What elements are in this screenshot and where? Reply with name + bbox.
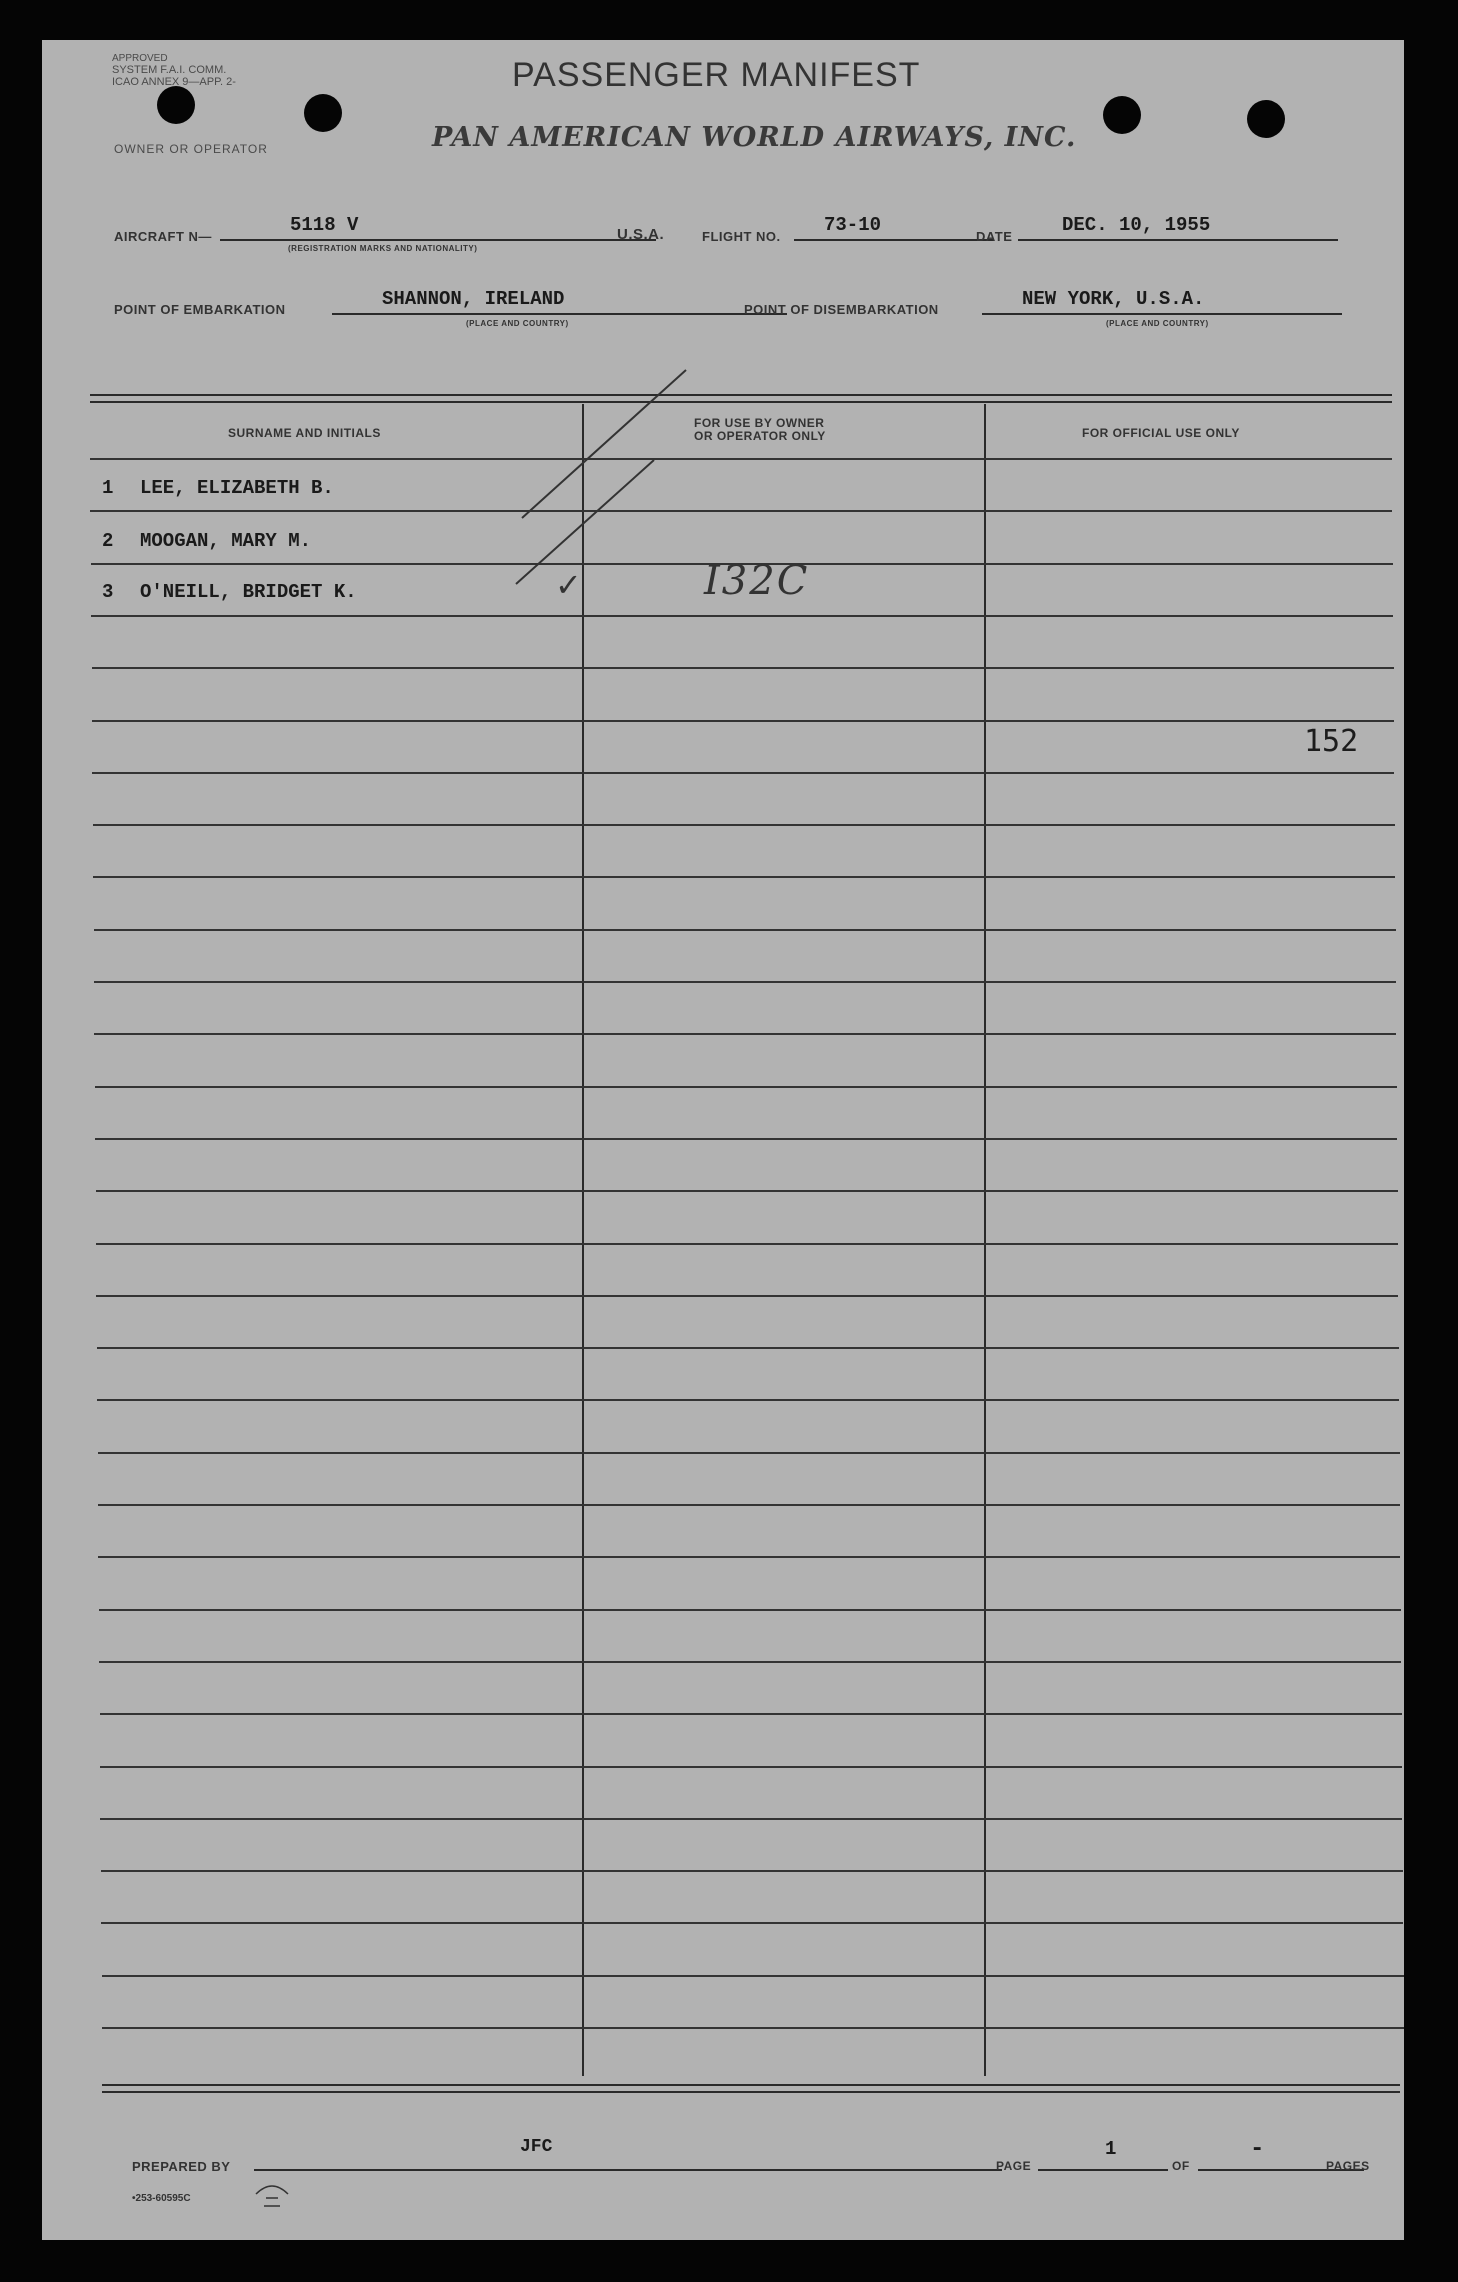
passenger-name: O'NEILL, BRIDGET K.: [140, 581, 357, 603]
date-value: DEC. 10, 1955: [1062, 214, 1211, 236]
column-header-owner-line1: FOR USE BY OWNER: [694, 416, 825, 430]
embarkation-sub: (PLACE AND COUNTRY): [466, 319, 569, 328]
ruled-line: [100, 1766, 1402, 1768]
punch-hole: [304, 94, 342, 132]
punch-hole: [157, 86, 195, 124]
aircraft-underline: [220, 239, 656, 241]
date-underline: [1018, 239, 1338, 241]
ruled-line: [101, 1870, 1403, 1872]
passenger-number: 2: [102, 530, 114, 552]
ruled-line: [91, 615, 1393, 617]
embarkation-underline: [332, 313, 787, 315]
disembarkation-value: NEW YORK, U.S.A.: [1022, 288, 1205, 310]
passenger-number: 3: [102, 581, 114, 603]
embarkation-label: POINT OF EMBARKATION: [114, 302, 286, 317]
page-stamp: 152: [1304, 724, 1359, 759]
ruled-line: [96, 1243, 1398, 1245]
disembarkation-label: POINT OF DISEMBARKATION: [744, 302, 939, 317]
owner-label: OWNER OR OPERATOR: [114, 142, 268, 156]
ruled-line: [92, 720, 1394, 722]
form-number: •253-60595C: [132, 2193, 191, 2204]
ruled-line: [100, 1713, 1402, 1715]
prepared-underline: [254, 2169, 1002, 2171]
flight-label: FLIGHT NO.: [702, 229, 781, 244]
column-header-official: FOR OFFICIAL USE ONLY: [1082, 426, 1240, 440]
approval-line-3: ICAO ANNEX 9—APP. 2-: [112, 76, 236, 88]
aircraft-label: AIRCRAFT N—: [114, 229, 212, 244]
passenger-number: 1: [102, 477, 114, 499]
ruled-line: [95, 1138, 1397, 1140]
column-header-surname: SURNAME AND INITIALS: [228, 426, 381, 440]
ruled-line: [102, 2027, 1404, 2029]
flight-value: 73-10: [824, 214, 882, 236]
ruled-line: [102, 1975, 1404, 1977]
date-label: DATE: [976, 229, 1013, 244]
passenger-name: MOOGAN, MARY M.: [140, 530, 312, 552]
column-header-owner-line2: OR OPERATOR ONLY: [694, 429, 826, 443]
prepared-value: JFC: [520, 2137, 553, 2157]
airline-name: PAN AMERICAN WORLD AIRWAYS, INC.: [432, 122, 1077, 153]
prepared-label: PREPARED BY: [132, 2159, 231, 2174]
approval-line-1: APPROVED: [112, 53, 168, 64]
passenger-checkmark: ✓: [555, 566, 582, 604]
ruled-line: [93, 876, 1395, 878]
ruled-line: [99, 1661, 1401, 1663]
flight-underline: [794, 239, 994, 241]
ruled-line: [92, 667, 1394, 669]
ruled-line: [99, 1609, 1401, 1611]
ruled-line: [97, 1399, 1399, 1401]
column-divider: [984, 404, 986, 2076]
table-top-rule: [90, 401, 1392, 403]
table-bottom-rule: [102, 2091, 1400, 2093]
pen-strokes: [522, 350, 722, 590]
aircraft-value: 5118 V: [290, 214, 359, 236]
ruled-line: [101, 1922, 1403, 1924]
ruled-line: [94, 981, 1396, 983]
aircraft-sub: (REGISTRATION MARKS AND NATIONALITY): [288, 244, 478, 253]
punch-hole: [1247, 100, 1285, 138]
ruled-line: [90, 458, 1392, 460]
punch-hole: [1103, 96, 1141, 134]
passenger-note: I32C: [704, 558, 810, 604]
ruled-line: [98, 1452, 1400, 1454]
pages-label: PAGES: [1326, 2159, 1370, 2173]
of-value: -: [1250, 2136, 1265, 2163]
disembarkation-underline: [982, 313, 1342, 315]
page-label: PAGE: [996, 2159, 1032, 2173]
ruled-line: [98, 1504, 1400, 1506]
page-title: PASSENGER MANIFEST: [512, 56, 921, 94]
ruled-line: [96, 1190, 1398, 1192]
ruled-line: [100, 1818, 1402, 1820]
of-label: OF: [1172, 2159, 1190, 2173]
ruled-line: [96, 1295, 1398, 1297]
ruled-line: [95, 1086, 1397, 1088]
table-bottom-rule: [102, 2084, 1400, 2086]
ruled-line: [92, 772, 1394, 774]
page-underline: [1038, 2169, 1168, 2171]
ruled-line: [94, 1033, 1396, 1035]
table-top-rule: [90, 394, 1392, 396]
aircraft-country: U.S.A.: [617, 226, 665, 243]
disembarkation-sub: (PLACE AND COUNTRY): [1106, 319, 1209, 328]
page-value: 1: [1105, 2138, 1117, 2160]
ruled-line: [94, 929, 1396, 931]
manifest-page: [42, 40, 1404, 2240]
ruled-line: [97, 1347, 1399, 1349]
approval-line-2: SYSTEM F.A.I. COMM.: [112, 64, 227, 76]
embarkation-value: SHANNON, IRELAND: [382, 288, 565, 310]
ruled-line: [98, 1556, 1400, 1558]
passenger-name: LEE, ELIZABETH B.: [140, 477, 334, 499]
ruled-line: [93, 824, 1395, 826]
ruled-line: [90, 510, 1392, 512]
printer-seal-icon: [252, 2180, 292, 2214]
column-divider: [582, 404, 584, 2076]
